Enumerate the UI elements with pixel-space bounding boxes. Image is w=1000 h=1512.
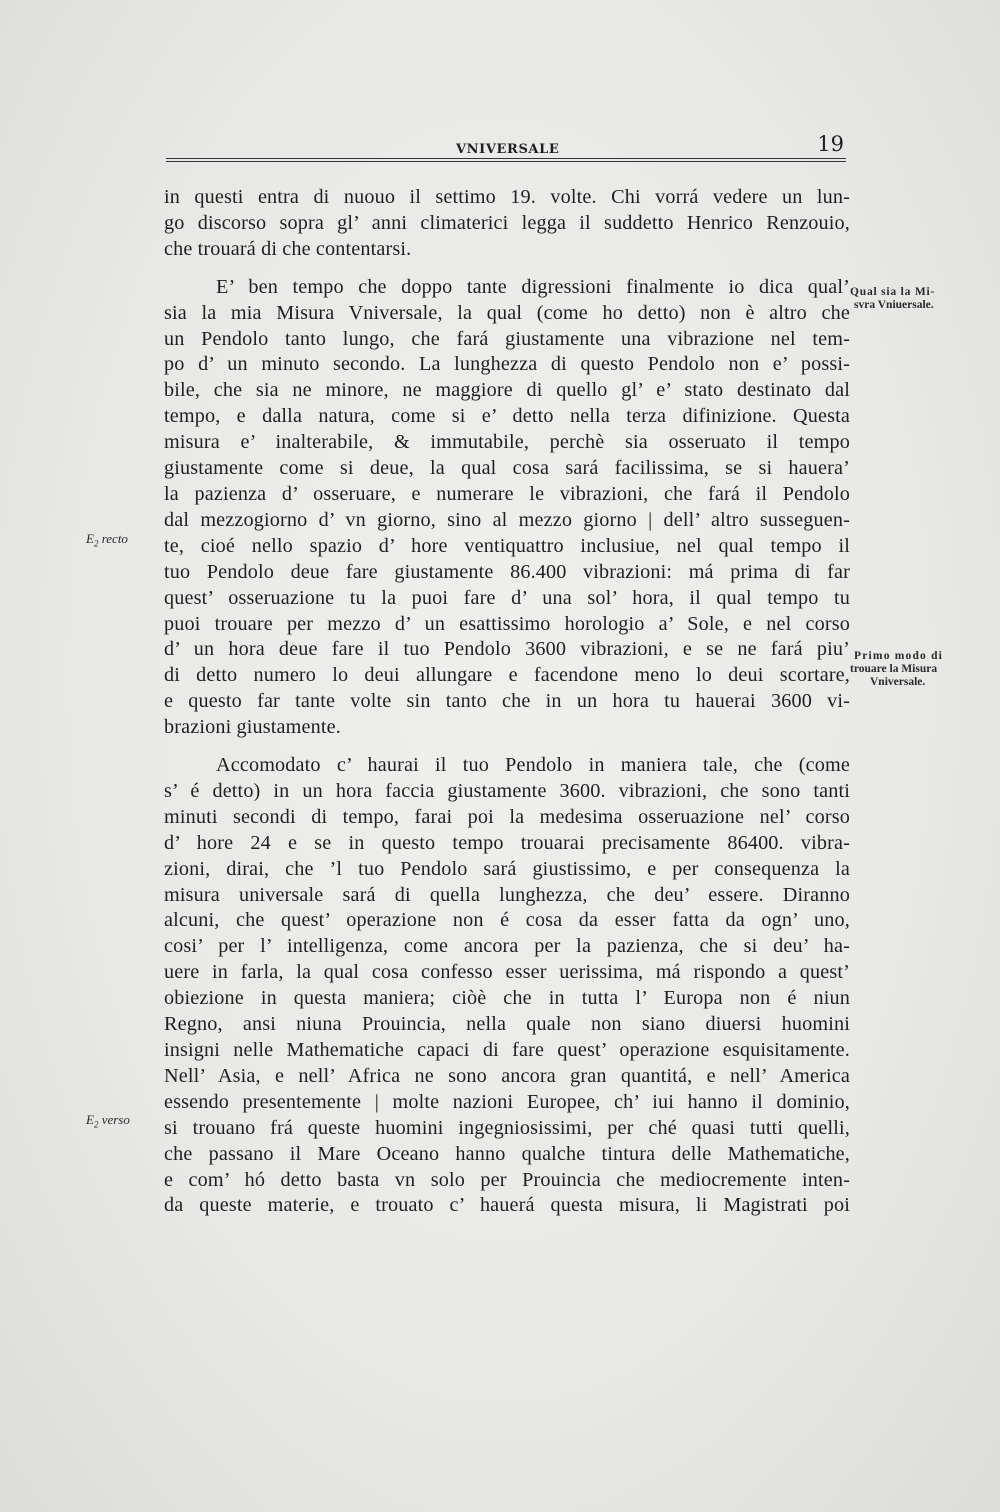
signature-subscript: 2 xyxy=(93,1119,99,1130)
running-title: VNIVERSALE xyxy=(456,142,560,157)
text-line: tempo, e dalla natura, come si e’ detto nella terza difinizione. Questa xyxy=(164,405,850,428)
text-line: puoi trouare per mezzo d’ un esattissimo horologio a’ Sole, e nel corso xyxy=(164,612,850,635)
text-line: di detto numero lo deui allungare e facendone meno lo deui scortare, xyxy=(164,664,850,687)
text-line: tuo Pendolo deue fare giustamente 86.400 vibrazioni: má prima di far xyxy=(164,560,850,583)
text-line: che trouará di che contentarsi. xyxy=(164,237,412,260)
text-line: uere in farla, la qual cosa confesso esser uerissima, má rispondo a quest’ xyxy=(164,961,850,984)
text-line: zioni, dirai, che ’l tuo Pendolo sará giustissimo, e per consequenza la xyxy=(164,857,850,880)
body-text xyxy=(164,185,850,1219)
text-line: giustamente come si deue, la qual cosa sará facilissima, se si hauera’ xyxy=(164,457,850,480)
text-line: quest’ osseruazione tu la puoi fare d’ una sol’ hora, il qual tempo tu xyxy=(164,586,850,609)
text-line: insigni nelle Mathematiche capaci di fare quest’ operazione esquisitamente. xyxy=(164,1039,850,1061)
text-line: da queste materie, e trouato c’ hauerá questa misura, li Magistrati poi xyxy=(164,1194,850,1217)
text-line: d’ un hora deue fare il tuo Pendolo 3600 vibrazioni, e se ne fará piu’ xyxy=(164,638,850,661)
margin-note-line: Qual sia la Mi- xyxy=(850,286,936,298)
signature-subscript: 2 xyxy=(93,538,99,549)
margin-note-line: Primo modo di xyxy=(854,650,944,662)
text-line: minuti secondi di tempo, farai poi la medesima osseruazione nel’ corso xyxy=(164,805,850,828)
text-line: misura e’ inalterabile, & immutabile, perchè sia osseruato il tempo xyxy=(164,431,850,454)
text-line: alcuni, che quest’ operazione non é cosa da esser fatta da ogn’ uno, xyxy=(164,909,850,932)
text-line: e questo far tante volte sin tanto che in un hora tu hauerai 3600 vi- xyxy=(164,690,850,713)
page-header xyxy=(166,132,846,162)
text-line: obiezione in questa maniera; ciòè che in tutta l’ Europa non é niun xyxy=(164,987,850,1010)
text-line: Accomodato c’ haurai il tuo Pendolo in maniera tale, che (come xyxy=(216,754,850,777)
text-line: bile, che sia ne minore, ne maggiore di quello gl’ e’ stato destinato dal xyxy=(164,379,850,402)
text-line: te, cioé nello spazio d’ hore ventiquattro inclusiue, nel qual tempo il xyxy=(164,534,850,557)
text-line: essendo presentemente | molte nazioni Europee, ch’ iui hanno il dominio, xyxy=(164,1090,850,1113)
margin-note-line: trouare la Misura xyxy=(850,663,938,675)
paragraph-gap xyxy=(164,263,850,275)
margin-note-line: Vniversale. xyxy=(870,676,926,688)
text-line: Nell’ Asia, e nell’ Africa ne sono ancora gran quantitá, e nell’ America xyxy=(164,1064,850,1087)
margin-note-primo-modo xyxy=(848,650,968,689)
paragraph-gap xyxy=(164,741,850,753)
signature-letter: E xyxy=(86,1112,94,1127)
signature-word: recto xyxy=(101,531,128,546)
text-line: cosi’ per l’ intelligenza, come ancora per la pazienza, che si deu’ ha- xyxy=(164,935,850,958)
text-line: d’ hore 24 e se in questo tempo trouarai precisamente 86400. vibra- xyxy=(164,831,850,854)
text-line: in questi entra di nuouo il settimo 19. volte. Chi vorrá vedere un lun- xyxy=(164,186,850,208)
signature-letter: E xyxy=(86,531,94,546)
text-line: si trouano frá queste huomini ingegniosissimi, per ché quasi tutti quelli, xyxy=(164,1116,850,1139)
page-number: 19 xyxy=(817,132,844,156)
signature-mark-verso xyxy=(86,1112,130,1130)
text-line: po d’ un minuto secondo. La lunghezza di questo Pendolo non e’ possi- xyxy=(164,353,850,376)
signature-mark-recto xyxy=(86,531,128,549)
margin-note-line: svra Vniuersale. xyxy=(854,299,934,311)
text-line: che passano il Mare Oceano hanno qualche tintura delle Mathematiche, xyxy=(164,1142,850,1165)
text-line: sia la mia Misura Vniversale, la qual (come ho detto) non è altro che xyxy=(164,301,850,324)
text-line: E’ ben tempo che doppo tante digressioni finalmente io dica qual’ xyxy=(216,275,850,298)
text-line: dal mezzogiorno d’ vn giorno, sino al mezzo giorno | dell’ altro susseguen- xyxy=(164,508,850,531)
text-line: brazioni giustamente. xyxy=(164,716,341,739)
text-line: un Pendolo tanto lungo, che fará giustamente una vibrazione nel tem- xyxy=(164,327,850,350)
margin-note-qual-sia xyxy=(848,286,968,312)
text-line: e com’ hó detto basta vn solo per Prouincia che mediocremente inten- xyxy=(164,1168,850,1191)
text-line: la pazienza d’ osseruare, e numerare le vibrazioni, che fará il Pendolo xyxy=(164,482,850,505)
header-rule-bottom xyxy=(166,161,846,162)
text-line: go discorso sopra gl’ anni climaterici legga il suddetto Henrico Renzouio, xyxy=(164,211,850,234)
header-rule-top xyxy=(166,158,846,159)
text-line: Regno, ansi niuna Prouincia, nella quale non siano diuersi huomini xyxy=(164,1013,850,1036)
text-line: s’ é detto) in un hora faccia giustamente 3600. vibrazioni, che sono tanti xyxy=(164,779,850,802)
signature-word: verso xyxy=(101,1112,130,1127)
text-line: misura universale sará di quella lunghezza, che deu’ essere. Diranno xyxy=(164,883,850,906)
